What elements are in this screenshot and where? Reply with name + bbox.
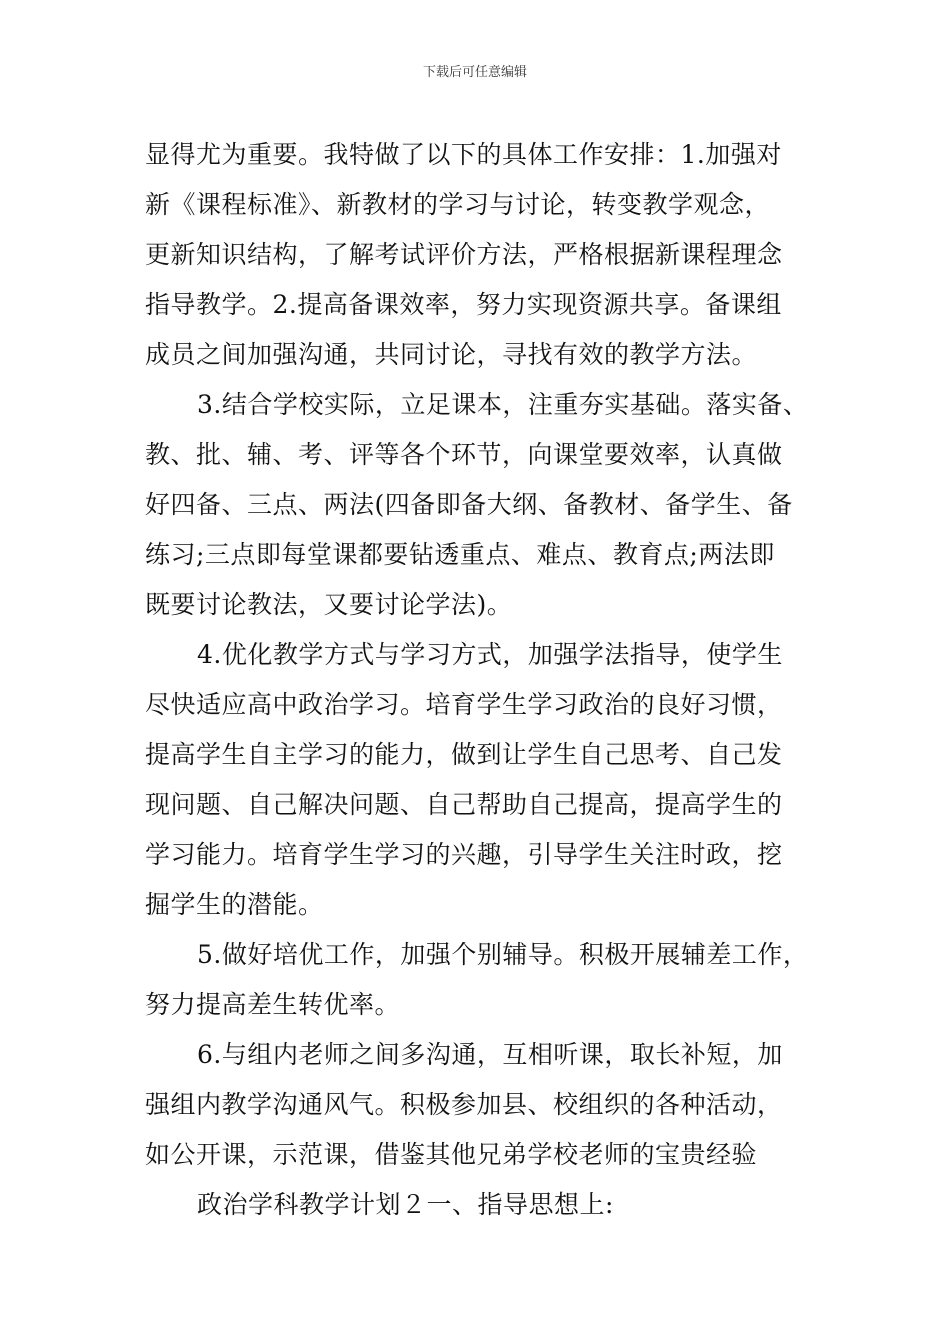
text-line: 显得尤为重要。我特做了以下的具体工作安排：1.加强对 [145,140,782,169]
text-line: 成员之间加强沟通，共同讨论，寻找有效的教学方法。 [145,340,758,369]
text-line: 新《课程标准》、新教材的学习与讨论，转变教学观念， [145,190,771,219]
text-line: 3.结合学校实际，立足课本，注重夯实基础。落实备、 [197,390,809,419]
text-line: 既要讨论教法，又要讨论学法)。 [145,590,513,619]
text-line: 尽快适应高中政治学习。培育学生学习政治的良好习惯， [145,690,783,719]
text-line: 4.优化教学方式与学习方式，加强学法指导，使学生 [197,640,783,669]
paragraph-5 [145,1030,815,1180]
text-line: 如公开课，示范课，借鉴其他兄弟学校老师的宝贵经验 [145,1140,758,1169]
page-header: 下载后可任意编辑 [422,65,527,80]
paragraph-3 [145,630,815,930]
text-line: 指导教学。2.提高备课效率，努力实现资源共享。备课组 [145,290,782,319]
text-line: 更新知识结构，了解考试评价方法，严格根据新课程理念 [145,240,783,269]
text-line: 教、批、辅、考、评等各个环节，向课堂要效率，认真做 [145,440,783,469]
text-line: 政治学科教学计划２一、指导思想上: [197,1190,614,1219]
paragraph-1 [145,130,815,380]
paragraph-4 [145,930,815,1030]
text-line: 练习;三点即每堂课都要钻透重点、难点、教育点;两法即 [145,540,775,569]
text-line: 掘学生的潜能。 [145,890,324,919]
text-line: 强组内教学沟通风气。积极参加县、校组织的各种活动， [145,1090,783,1119]
text-line: 6.与组内老师之间多沟通，互相听课，取长补短，加 [197,1040,783,1069]
text-line: 学习能力。培育学生学习的兴趣，引导学生关注时政，挖 [145,840,783,869]
text-line: 好四备、三点、两法(四备即备大纲、备教材、备学生、备 [145,490,793,519]
paragraph-2 [145,380,815,630]
text-line: 努力提高差生转优率。 [145,990,401,1019]
text-line: 提高学生自主学习的能力，做到让学生自己思考、自己发 [145,740,783,769]
text-line: 现问题、自己解决问题、自己帮助自己提高，提高学生的 [145,790,783,819]
document-body [145,130,815,1230]
paragraph-6 [145,1180,815,1230]
text-line: 5.做好培优工作，加强个别辅导。积极开展辅差工作， [197,940,809,969]
